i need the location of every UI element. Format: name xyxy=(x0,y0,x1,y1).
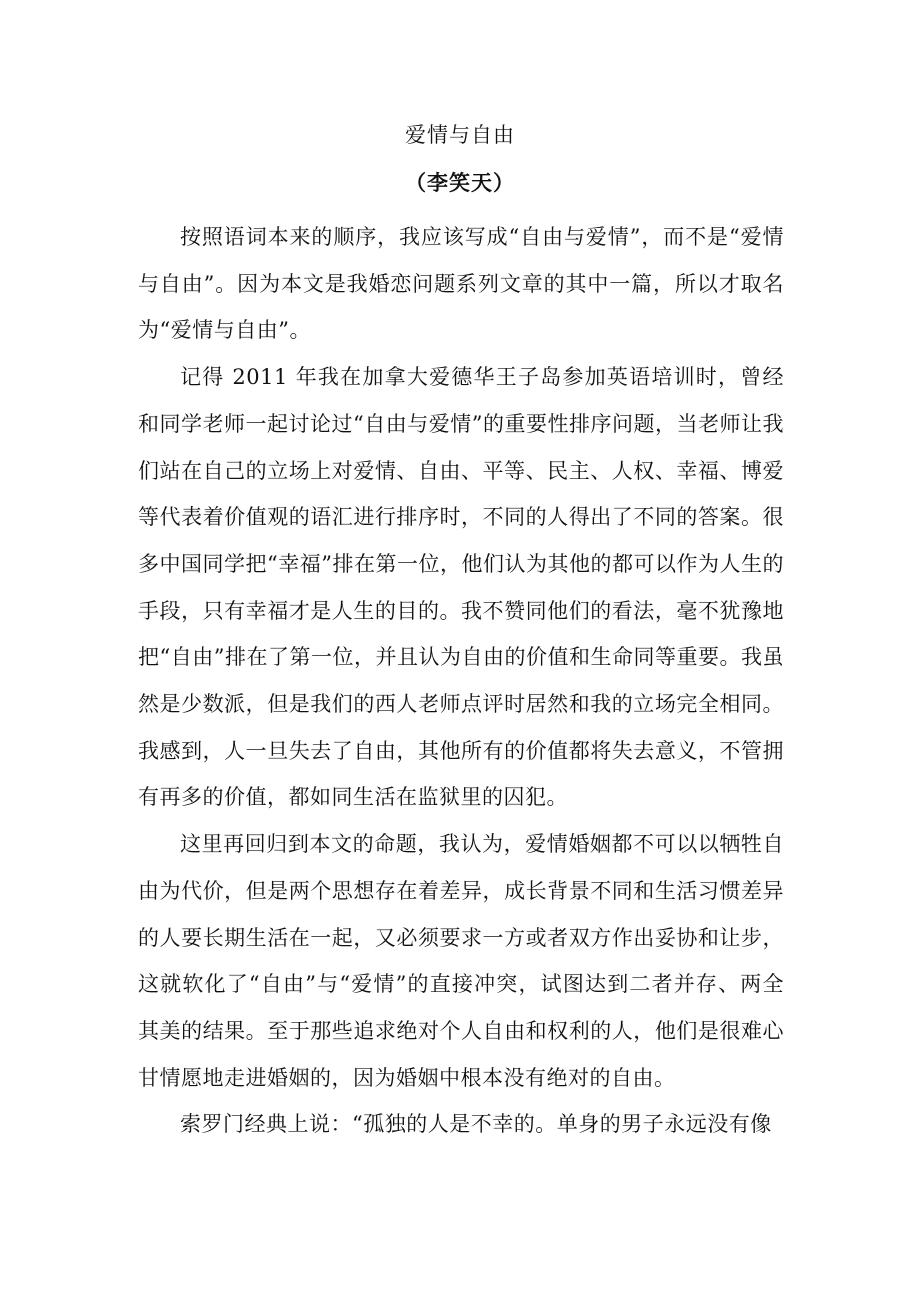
paragraph-3: 这里再回归到本文的命题，我认为，爱情婚姻都不可以以牺牲自由为代价，但是两个思想存在着差异，成长背景不同和生活习惯差异的人要长期生活在一起，又必须要求一方或者双方作出妥协和让步，这就软化了“自由”与“爱情”的直接冲突，试图达到二者并存、两全其美的结果。至于那些追求绝对个人自由和权利的人，他们是很难心甘情愿地走进婚姻的，因为婚姻中根本没有绝对的自由。 xyxy=(138,832,784,1090)
paragraph-4: 索罗门经典上说：“孤独的人是不幸的。单身的男子永远没有像 xyxy=(180,1112,772,1137)
paragraph-1: 按照语词本来的顺序，我应该写成“自由与爱情”，而不是“爱情与自由”。因为本文是我婚恋问题系列文章的其中一篇，所以才取名为“爱情与自由”。 xyxy=(138,225,784,343)
paragraph-2: 记得 2011 年我在加拿大爱德华王子岛参加英语培训时，曾经和同学老师一起讨论过“自由与爱情”的重要性排序问题，当老师让我们站在自己的立场上对爱情、自由、平等、民主、人权、幸福、博爱等代表着价值观的语汇进行排序时，不同的人得出了不同的答案。很多中国同学把“幸福”排在第一位，他们认为其他的都可以作为人生的手段，只有幸福才是人生的目的。我不赞同他们的看法，毫不犹豫地把“自由”排在了第一位，并且认为自由的价值和生命同等重要。我虽然是少数派，但是我们的西人老师点评时居然和我的立场完全相同。我感到，人一旦失去了自由，其他所有的价值都将失去意义，不管拥有再多的价值，都如同生活在监狱里的囚犯。 xyxy=(138,365,784,810)
document-title: 爱情与自由 xyxy=(405,123,515,147)
document-body xyxy=(138,214,784,1148)
document-author: （李笑天） xyxy=(405,171,515,195)
